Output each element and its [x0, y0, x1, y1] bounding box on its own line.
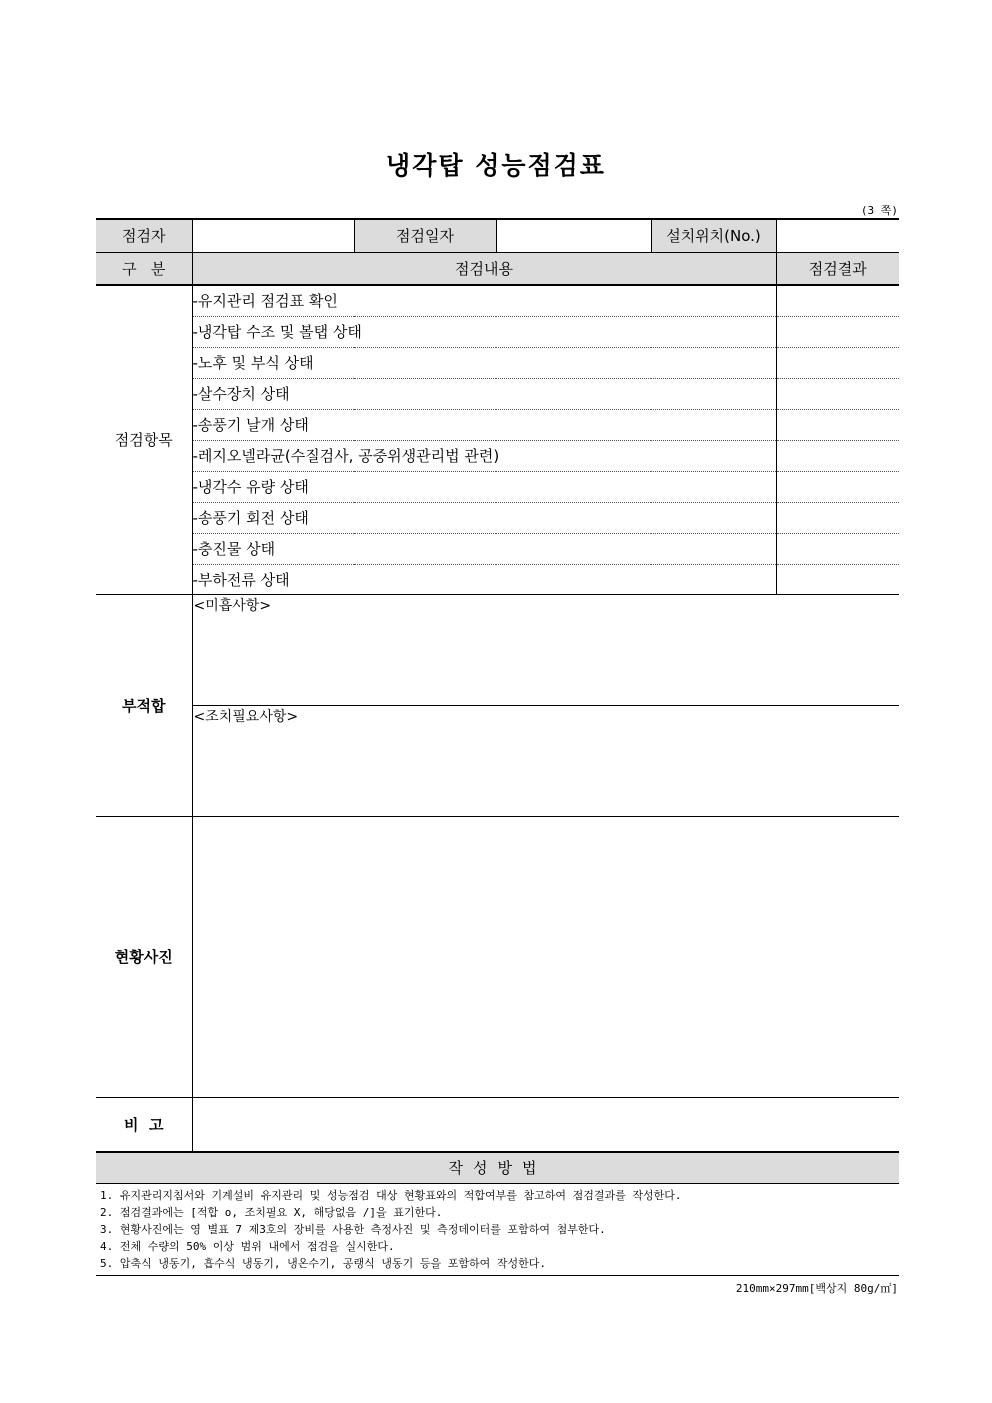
- item-result-field[interactable]: [776, 316, 899, 347]
- paper-spec: 210mm×297mm[백상지 80g/㎡]: [735, 1282, 898, 1295]
- item-result-field[interactable]: [776, 564, 899, 594]
- item-row: [96, 502, 899, 533]
- item-row: [96, 471, 899, 502]
- item-result-field[interactable]: [776, 347, 899, 378]
- item-label: -살수장치 상태: [192, 378, 776, 409]
- item-label: -유지관리 점검표 확인: [192, 285, 776, 316]
- item-result-field[interactable]: [776, 440, 899, 471]
- action-label: <조치필요사항>: [193, 708, 299, 725]
- item-result-field[interactable]: [776, 409, 899, 440]
- items-category-label: 점검항목: [96, 285, 192, 594]
- item-label: -송풍기 날개 상태: [192, 409, 776, 440]
- item-row: [96, 409, 899, 440]
- item-result-field[interactable]: [776, 533, 899, 564]
- item-label: -노후 및 부식 상태: [192, 347, 776, 378]
- location-label: 설치위치(No.): [651, 219, 776, 252]
- item-label: -부하전류 상태: [192, 564, 776, 594]
- remarks-label: 비 고: [124, 1115, 164, 1134]
- result-header: 점검결과: [776, 252, 899, 285]
- item-row: [96, 564, 899, 594]
- item-row: [96, 347, 899, 378]
- remarks-field[interactable]: [192, 1097, 899, 1152]
- date-label: 점검일자: [354, 219, 496, 252]
- item-result-field[interactable]: [776, 502, 899, 533]
- item-row: [96, 316, 899, 347]
- deficiency-label: <미흡사항>: [193, 597, 272, 614]
- item-label: -레지오넬라균(수질검사, 공중위생관리법 관련): [192, 440, 776, 471]
- date-field[interactable]: [496, 219, 651, 252]
- category-header: 구 분: [96, 252, 192, 285]
- method-line: 4. 전체 수량의 50% 이상 범위 내에서 점검을 실시한다.: [100, 1239, 395, 1253]
- page-title: 냉각탑 성능점검표: [386, 151, 606, 180]
- content-header: 점검내용: [192, 252, 776, 285]
- item-label: -냉각탑 수조 및 볼탭 상태: [192, 316, 776, 347]
- item-row: [96, 440, 899, 471]
- item-row: [96, 533, 899, 564]
- photo-label: 현황사진: [96, 816, 192, 1097]
- inspection-form: [96, 218, 899, 1276]
- method-line: 5. 압축식 냉동기, 흡수식 냉동기, 냉온수기, 공랭식 냉동기 등을 포함하여 작성한다.: [100, 1256, 546, 1270]
- method-line: 1. 유지관리지침서와 기계설비 유지관리 및 성능점검 대상 현황표와의 적합여부를 참고하여 점검결과를 작성한다.: [100, 1188, 682, 1202]
- location-field[interactable]: [776, 219, 899, 252]
- inspector-field[interactable]: [192, 219, 354, 252]
- method-line: 3. 현황사진에는 영 별표 7 제3호의 장비를 사용한 측정사진 및 측정데이터를 포함하여 첨부한다.: [100, 1222, 606, 1236]
- item-label: -냉각수 유량 상태: [192, 471, 776, 502]
- inspector-label: 점검자: [96, 219, 192, 252]
- method-title: 작성방법: [96, 1152, 899, 1183]
- item-result-field[interactable]: [776, 285, 899, 316]
- item-label: -충진물 상태: [192, 533, 776, 564]
- item-result-field[interactable]: [776, 471, 899, 502]
- page-number: (3 쪽): [860, 204, 898, 217]
- item-row: [96, 285, 899, 316]
- deficiency-area[interactable]: [192, 594, 899, 705]
- action-area[interactable]: [192, 705, 899, 816]
- item-result-field[interactable]: [776, 378, 899, 409]
- item-row: [96, 378, 899, 409]
- item-label: -송풍기 회전 상태: [192, 502, 776, 533]
- method-line: 2. 점검결과에는 [적합 o, 조치필요 X, 해당없음 /]을 표기한다.: [100, 1205, 443, 1219]
- method-list: [96, 1183, 899, 1275]
- nonconformity-label: 부적합: [96, 594, 192, 816]
- photo-area[interactable]: [192, 816, 899, 1097]
